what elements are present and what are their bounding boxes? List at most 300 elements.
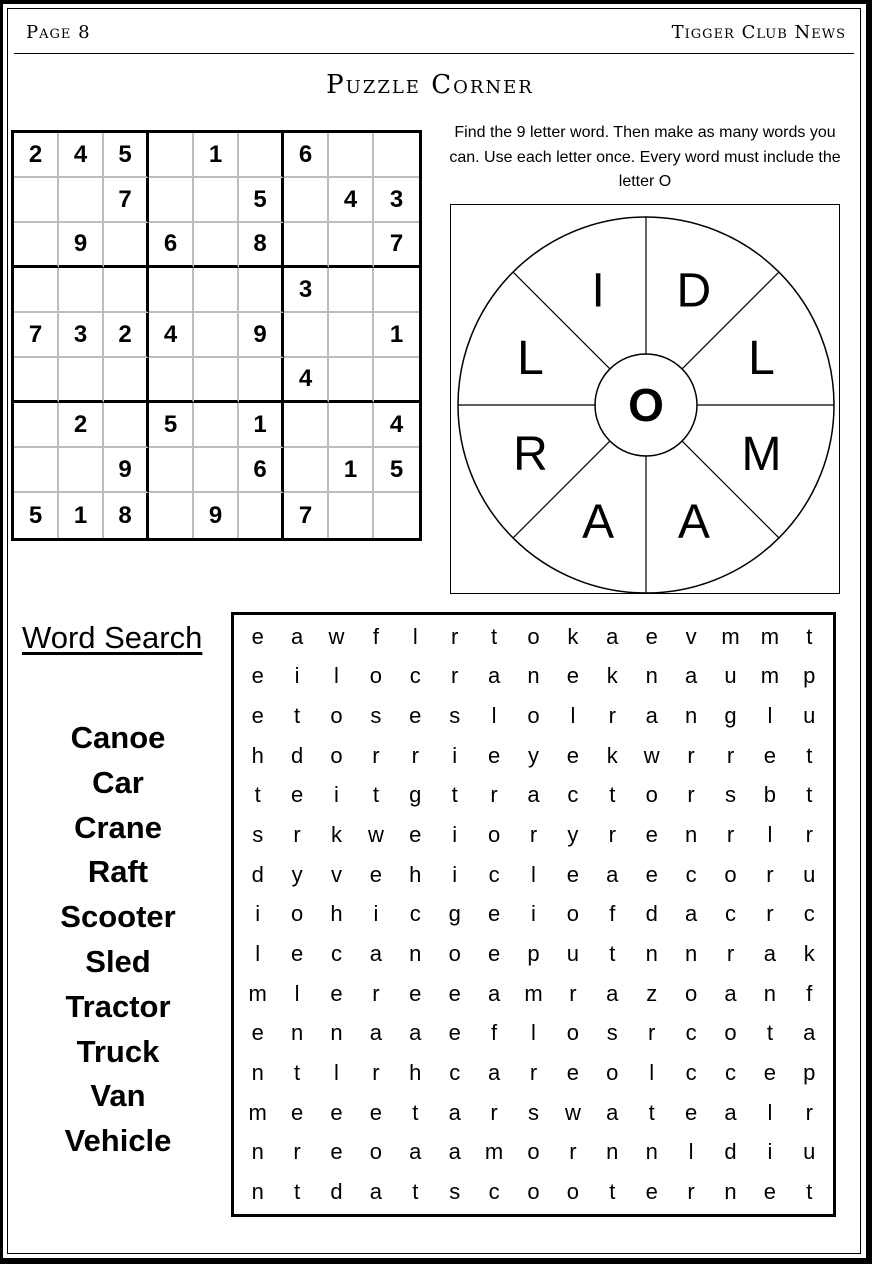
word-search-letter: g (448, 901, 461, 927)
wheel-center-letter: O (628, 379, 664, 431)
word-search-letter: c (330, 941, 342, 967)
sudoku-cell: 8 (239, 223, 284, 268)
word-search-letter: c (449, 1060, 461, 1086)
word-search-letter: r (529, 822, 538, 848)
word-search-letter: e (566, 742, 580, 768)
word-search-letter: l (531, 861, 536, 887)
word-search-letter: i (294, 663, 300, 689)
sudoku-cell: 9 (104, 448, 149, 493)
sudoku-cell (239, 268, 284, 313)
word-search-letter: n (251, 1179, 264, 1205)
word-list (18, 716, 218, 1164)
word-search-letter: a (606, 861, 619, 887)
word-search-letter: r (529, 1060, 538, 1086)
word-search-letter: m (484, 1139, 504, 1165)
word-search-letter: t (609, 782, 616, 808)
page-border-top (0, 0, 872, 4)
sudoku-cell (239, 358, 284, 403)
word-search-letter: l (334, 1060, 339, 1086)
wheel-letter: M (741, 427, 782, 481)
sudoku-cell (284, 313, 329, 358)
word-list-item: Raft (87, 854, 149, 890)
word-search-letter: a (803, 1020, 816, 1046)
word-search-letter: u (803, 703, 816, 729)
sudoku-cell: 5 (14, 493, 59, 538)
word-search-letter: n (763, 980, 777, 1006)
word-search-letter: r (687, 1179, 695, 1205)
newsletter-name: Tigger Club News (671, 22, 846, 43)
word-search-letter: r (451, 663, 459, 689)
word-search-letter: c (488, 861, 500, 887)
sudoku-cell (149, 133, 194, 178)
word-search-letter: u (803, 861, 816, 887)
word-search-letter: o (566, 1179, 580, 1205)
word-search-letter: o (487, 822, 501, 848)
word-search-letter: n (251, 1060, 264, 1086)
word-search-letter: l (688, 1139, 694, 1165)
word-search-letter: e (448, 980, 461, 1006)
word-list-item: Car (92, 764, 144, 800)
word-search-letter: t (766, 1020, 773, 1046)
page-border-bottom (0, 1258, 872, 1264)
word-search-letter: l (531, 1020, 536, 1046)
word-search-letter: e (409, 980, 422, 1006)
word-search-letter: t (491, 623, 498, 649)
sudoku-cell: 9 (239, 313, 284, 358)
sudoku-cell (14, 448, 59, 493)
word-search-letter: i (373, 901, 379, 927)
sudoku-cell: 4 (149, 313, 194, 358)
sudoku-cell (284, 403, 329, 448)
sudoku-cell (59, 178, 104, 223)
word-search-letter: h (251, 742, 264, 768)
word-search-letter: a (684, 901, 698, 927)
word-search-letter: b (763, 782, 777, 808)
sudoku-cell: 6 (239, 448, 284, 493)
sudoku-cell: 4 (284, 358, 329, 403)
word-search-letter: r (451, 623, 459, 649)
word-search-letter: m (524, 980, 543, 1006)
word-search-letter: o (566, 1020, 580, 1046)
wheel-letter: A (677, 495, 710, 549)
page-number: Page 8 (26, 22, 91, 43)
word-search-letter: k (606, 742, 618, 768)
word-search-letter: a (487, 663, 501, 689)
word-search-letter: n (684, 941, 698, 967)
sudoku-cell (329, 223, 374, 268)
word-search-letter: o (369, 663, 383, 689)
word-search-letter: z (646, 980, 658, 1006)
sudoku-cell: 4 (329, 178, 374, 223)
word-search-letter: a (724, 980, 737, 1006)
sudoku-cell (14, 178, 59, 223)
word-search-letter: l (255, 941, 261, 967)
sudoku-cell: 8 (104, 493, 149, 538)
word-search-letter: c (724, 1060, 736, 1086)
word-search-letter: t (412, 1099, 419, 1125)
word-search-letter: w (564, 1099, 581, 1125)
word-search-letter: l (294, 980, 300, 1006)
sudoku-cell: 2 (14, 133, 59, 178)
word-search-letter: a (487, 1060, 501, 1086)
word-search-letter: r (608, 822, 616, 848)
word-search-grid (231, 612, 836, 1217)
word-search-letter: d (290, 742, 304, 768)
word-search-letter: k (606, 663, 618, 689)
word-search-letter: o (606, 1060, 619, 1086)
sudoku-cell (194, 403, 239, 448)
sudoku-grid (11, 130, 422, 541)
word-search-letter: o (724, 861, 737, 887)
word-search-letter: c (488, 1179, 500, 1205)
word-search-letter: c (685, 1060, 697, 1086)
sudoku-cell (239, 493, 284, 538)
word-search-letter: l (491, 703, 497, 729)
word-search-letter: l (649, 1060, 655, 1086)
word-search-letter: e (566, 663, 580, 689)
word-search-letter: s (724, 782, 736, 808)
word-search-letter: h (409, 861, 422, 887)
sudoku-cell: 2 (104, 313, 149, 358)
sudoku-cell: 5 (104, 133, 149, 178)
word-search-letter: c (803, 901, 815, 927)
page-border-left (0, 0, 3, 1264)
word-search-letter: e (763, 1179, 777, 1205)
sudoku-cell (329, 403, 374, 448)
word-search-letter: s (606, 1020, 618, 1046)
word-list-item: Van (90, 1078, 146, 1114)
word-list-item: Vehicle (64, 1123, 172, 1159)
sudoku-cell: 3 (59, 313, 104, 358)
word-search-letter: r (687, 782, 695, 808)
sudoku-cell: 4 (59, 133, 104, 178)
wheel-letter: L (517, 332, 544, 386)
sudoku-cell (59, 268, 104, 313)
word-search-letter: l (334, 663, 339, 689)
wheel-letter: L (748, 332, 775, 386)
sudoku-cell: 1 (329, 448, 374, 493)
sudoku-cell (194, 358, 239, 403)
sudoku-cell: 9 (194, 493, 239, 538)
word-search-letter: o (369, 1139, 383, 1165)
word-search-letter: r (490, 1099, 498, 1125)
word-search-letter: l (767, 703, 773, 729)
word-search-letter: t (806, 782, 813, 808)
word-search-letter: e (369, 1099, 383, 1125)
word-search-letter: f (806, 980, 813, 1006)
word-search-letter: n (527, 663, 540, 689)
word-search-letter: k (803, 941, 815, 967)
sudoku-cell: 1 (194, 133, 239, 178)
word-search-letter: s (527, 1099, 539, 1125)
sudoku-cell (59, 358, 104, 403)
word-search-letter: e (566, 861, 580, 887)
word-search-letter: t (372, 782, 379, 808)
word-search-letter: f (372, 623, 379, 649)
word-search-letter: r (648, 1020, 656, 1046)
sudoku-cell: 5 (149, 403, 194, 448)
word-search-letter: o (724, 1020, 737, 1046)
word-search-letter: e (566, 1060, 580, 1086)
sudoku-cell (374, 133, 419, 178)
word-search-letter: t (806, 623, 813, 649)
word-search-letter: e (330, 1139, 343, 1165)
word-search-letter: h (409, 1060, 422, 1086)
word-list-item: Scooter (60, 899, 176, 935)
word-search-letter: t (451, 782, 458, 808)
sudoku-cell (329, 313, 374, 358)
word-search-letter: n (330, 1020, 343, 1046)
word-search-letter: r (372, 742, 380, 768)
word-search-letter: c (567, 782, 579, 808)
sudoku-cell (374, 268, 419, 313)
sudoku-cell (194, 223, 239, 268)
sudoku-cell (149, 358, 194, 403)
wheel-letter: D (676, 264, 712, 318)
sudoku-cell: 5 (239, 178, 284, 223)
word-search-letter: r (569, 1139, 577, 1165)
word-search-letter: a (606, 623, 619, 649)
word-wheel-instructions: Find the 9 letter word. Then make as many words you can. Use each letter once. Every word must include the letter O (449, 124, 841, 190)
word-search-letter: e (645, 1179, 658, 1205)
word-search-letter: a (369, 941, 383, 967)
sudoku-cell (329, 268, 374, 313)
word-search-letter: i (767, 1139, 773, 1165)
sudoku-cell (149, 493, 194, 538)
word-search-letter: c (409, 663, 421, 689)
word-search-letter: o (527, 703, 540, 729)
sudoku-cell (329, 358, 374, 403)
word-search-letter: e (763, 1060, 777, 1086)
word-search-letter: d (251, 861, 264, 887)
word-search-letter: e (645, 623, 658, 649)
word-search-letter: a (369, 1020, 383, 1046)
word-search-letter: y (567, 822, 579, 848)
word-search-letter: s (449, 1179, 461, 1205)
word-search-letter: g (409, 782, 422, 808)
word-search-letter: k (567, 623, 579, 649)
sudoku-cell (149, 268, 194, 313)
word-search-letter: w (643, 742, 660, 768)
word-search-letter: r (608, 703, 616, 729)
sudoku-cell (329, 493, 374, 538)
sudoku-cell (194, 313, 239, 358)
word-search-letter: n (684, 703, 698, 729)
word-search-letter: d (645, 901, 658, 927)
sudoku-cell: 6 (284, 133, 329, 178)
sudoku-cell (284, 448, 329, 493)
sudoku-cell: 4 (374, 403, 419, 448)
word-search-letter: f (609, 901, 616, 927)
word-search-letter: p (527, 941, 540, 967)
sudoku-cell (14, 268, 59, 313)
word-search-heading: Word Search (22, 620, 203, 655)
sudoku-cell (14, 223, 59, 268)
word-search-letter: r (805, 1099, 813, 1125)
word-search-letter: k (330, 822, 342, 848)
word-search-letter: a (606, 1099, 619, 1125)
word-search-letter: g (724, 703, 737, 729)
word-search-letter: d (724, 1139, 737, 1165)
sudoku-cell: 1 (374, 313, 419, 358)
word-search-letter: e (251, 623, 264, 649)
word-search-letter: h (330, 901, 343, 927)
word-search-letter: r (372, 1060, 380, 1086)
word-search-letter: v (685, 623, 697, 649)
word-search-letter: o (290, 901, 304, 927)
word-search-letter: o (645, 782, 658, 808)
word-search-letter: n (409, 941, 422, 967)
word-search-letter: i (452, 742, 458, 768)
sudoku-cell (284, 178, 329, 223)
word-search-letter: e (645, 861, 658, 887)
word-wheel (450, 204, 840, 594)
sudoku-cell: 7 (104, 178, 149, 223)
word-search-letter: t (806, 1179, 813, 1205)
sudoku-cell: 3 (374, 178, 419, 223)
page-title: Puzzle Corner (326, 70, 534, 100)
word-search-letter: o (566, 901, 580, 927)
word-search-letter: e (290, 782, 304, 808)
word-search-letter: m (760, 623, 780, 649)
word-search-letter: n (290, 1020, 304, 1046)
word-search-letter: f (491, 1020, 498, 1046)
header-divider (14, 53, 854, 54)
sudoku-cell: 9 (59, 223, 104, 268)
word-search-letter: a (409, 1139, 422, 1165)
word-search-letter: e (763, 742, 777, 768)
word-search-letter: e (448, 1020, 461, 1046)
sudoku-cell (374, 493, 419, 538)
word-search-letter: r (726, 742, 735, 768)
word-search-letter: o (527, 623, 540, 649)
word-search-letter: e (684, 1099, 698, 1125)
sudoku-cell (329, 133, 374, 178)
word-search-letter: y (291, 861, 303, 887)
word-search-letter: n (684, 822, 698, 848)
word-search-letter: t (294, 703, 301, 729)
word-search-letter: i (334, 782, 339, 808)
sudoku-cell: 5 (374, 448, 419, 493)
word-search-letter: m (248, 980, 267, 1006)
word-search-letter: t (609, 941, 616, 967)
word-search-letter: s (370, 703, 382, 729)
word-search-letter: i (452, 861, 458, 887)
sudoku-cell (14, 358, 59, 403)
word-search-letter: n (645, 663, 658, 689)
word-search-letter: a (290, 623, 304, 649)
word-search-letter: o (448, 941, 461, 967)
word-search-letter: t (294, 1060, 301, 1086)
word-wheel-graphic (451, 205, 839, 593)
word-search-letter: e (251, 663, 264, 689)
word-search-letter: e (330, 980, 343, 1006)
sudoku-cell: 2 (59, 403, 104, 448)
word-search-letter: v (330, 861, 342, 887)
word-search-letter: t (412, 1179, 419, 1205)
word-search-letter: t (254, 782, 261, 808)
word-search-letter: r (726, 941, 735, 967)
sudoku-cell: 6 (149, 223, 194, 268)
word-search-letter: d (330, 1179, 343, 1205)
word-list-item: Tractor (65, 988, 171, 1024)
word-search-letter: i (255, 901, 261, 927)
word-search-letter: t (806, 742, 813, 768)
word-search-letter: a (448, 1099, 461, 1125)
word-search-letter: c (685, 1020, 697, 1046)
word-search-letter: e (369, 861, 383, 887)
word-search-letter: e (487, 901, 501, 927)
word-search-letter: r (805, 822, 813, 848)
word-search-letter: l (767, 822, 773, 848)
word-search-letter: y (527, 742, 539, 768)
wheel-letter: I (591, 264, 605, 318)
word-search-letter: e (645, 822, 658, 848)
sudoku-cell: 7 (374, 223, 419, 268)
sudoku-cell: 7 (14, 313, 59, 358)
word-search-letter: o (330, 742, 343, 768)
word-search-letter: u (566, 941, 580, 967)
sudoku-cell (104, 403, 149, 448)
word-search-letter: m (721, 623, 740, 649)
word-search-letter: a (448, 1139, 461, 1165)
word-search-letter: l (570, 703, 576, 729)
word-search-letter: o (684, 980, 698, 1006)
word-search-letter: a (724, 1099, 737, 1125)
word-search-letter: a (684, 663, 698, 689)
word-search-letter: o (527, 1139, 540, 1165)
word-search-letter: a (606, 980, 619, 1006)
word-search-letter: n (645, 1139, 658, 1165)
word-search-letter: a (409, 1020, 422, 1046)
word-search-letter: r (687, 742, 695, 768)
word-search-letter: l (767, 1099, 773, 1125)
word-search-letter: r (766, 861, 774, 887)
word-search-letter: e (487, 941, 501, 967)
word-search-letter: c (685, 861, 697, 887)
word-search-letter: u (803, 1139, 816, 1165)
word-search-letter: t (609, 1179, 616, 1205)
word-search-letter: e (290, 1099, 304, 1125)
word-search-letter: a (645, 703, 658, 729)
sudoku-cell (104, 223, 149, 268)
sudoku-cell (149, 448, 194, 493)
word-search-letter: r (293, 1139, 301, 1165)
word-search-letter: a (527, 782, 540, 808)
word-search-letter: r (766, 901, 774, 927)
sudoku-cell (284, 223, 329, 268)
wheel-letter: A (582, 495, 615, 549)
word-search-letter: e (330, 1099, 343, 1125)
word-search-letter: o (330, 703, 343, 729)
word-search-letter: c (724, 901, 736, 927)
word-search-letter: p (803, 1060, 816, 1086)
sudoku-cell (194, 448, 239, 493)
word-search-letter: u (724, 663, 737, 689)
word-list-item: Truck (76, 1033, 160, 1069)
wheel-letter: R (513, 427, 548, 481)
word-search-letter: m (248, 1099, 267, 1125)
word-search-letter: p (803, 663, 816, 689)
word-search-letter: l (412, 623, 418, 649)
sudoku-cell (14, 403, 59, 448)
word-search-letter: t (648, 1099, 655, 1125)
word-search-letter: n (606, 1139, 619, 1165)
word-list-item: Sled (85, 943, 151, 979)
word-search-letter: i (531, 901, 536, 927)
sudoku-cell (239, 133, 284, 178)
word-search-letter: i (452, 822, 458, 848)
